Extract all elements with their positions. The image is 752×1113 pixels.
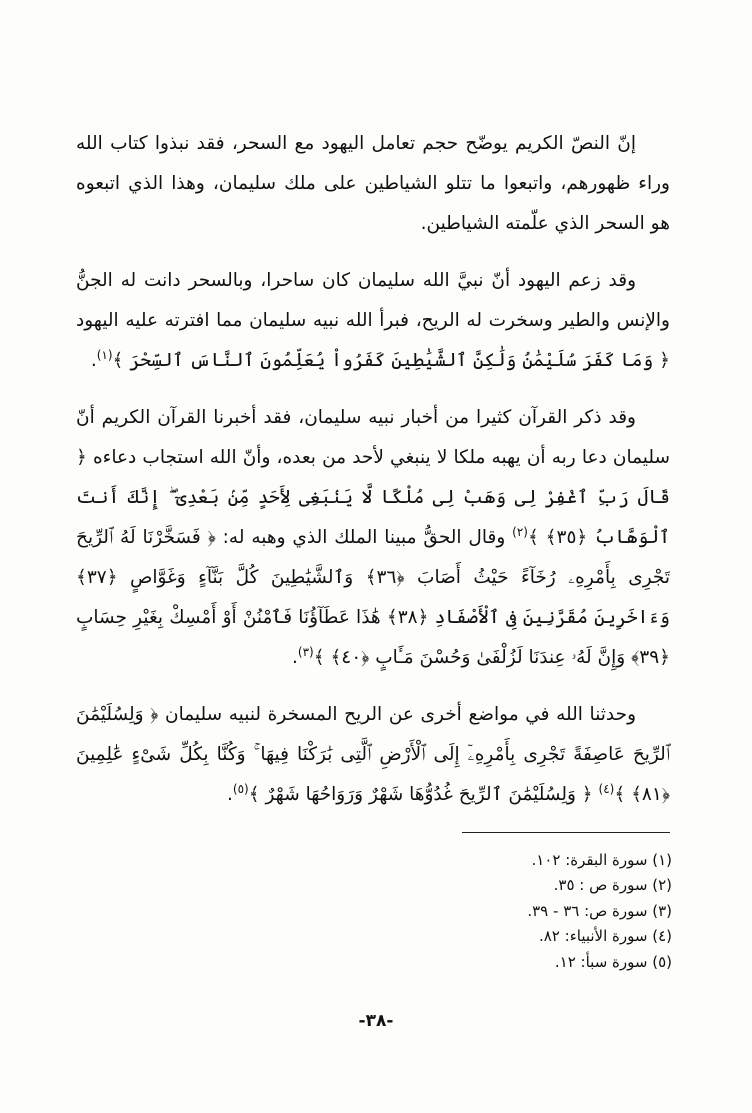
main-text — [76, 124, 670, 815]
quran-verse: ﴿ قَالَ رَبِّ ٱغْفِرْ لِى وَهَبْ لِى مُلْكًا لَّا يَنۢبَغِى لِأَحَدٍ مِّنۢ بَعْدِىٓ ۖ إِنَّكَ أَنتَ ٱلْوَهَّابُ ﴿٣٥﴾ ﴾ — [76, 447, 670, 548]
footnote-reference-2: (٣) — [297, 644, 314, 659]
sentence-end: . — [227, 784, 233, 805]
quran-verse: ﴿ وَلِسُلَيْمَٰنَ ٱلرِّيحَ عَاصِفَةً تَجْرِى بِأَمْرِهِۦٓ إِلَى ٱلْأَرْضِ ٱلَّتِى بَٰرَكْنَا فِيهَا ۚ وَكُنَّا بِكُلِّ شَىْءٍ عَٰلِمِينَ ﴿٨١﴾ ﴾ — [76, 704, 670, 805]
quran-verse-2: ﴿ فَسَخَّرْنَا لَهُ ٱلرِّيحَ تَجْرِى بِأَمْرِهِۦ رُخَآءً حَيْثُ أَصَابَ ﴿٣٦﴾ وَٱلشَّيَٰطِينَ كُلَّ بَنَّآءٍ وَغَوَّاصٍ ﴿٣٧﴾ وَءَاخَرِينَ مُقَرَّنِينَ فِى ٱلْأَصْفَادِ ﴿٣٨﴾ هَٰذَا عَطَآؤُنَا فَٱمْنُنْ أَوْ أَمْسِكْ بِغَيْرِ حِسَابٍ ﴿٣٩﴾ وَإِنَّ لَهُۥ عِندَنَا لَزُلْفَىٰ وَحُسْنَ مَـَٔابٍ ﴿٤٠﴾ ﴾ — [76, 527, 670, 668]
footnote-separator — [462, 832, 670, 833]
footnote-reference: (٢) — [512, 524, 528, 539]
footnote-item: (١) سورة البقرة: ١٠٢. — [531, 851, 672, 869]
paragraph-1 — [76, 124, 670, 244]
footnote-item: (٢) سورة ص : ٣٥. — [553, 876, 672, 895]
sentence-end: . — [292, 647, 298, 668]
paragraph-text: وحدثنا الله في مواضع أخرى عن الريح المسخرة لنبيه سليمان — [165, 704, 637, 725]
paragraph-text: وقد زعم اليهود أنّ نبيَّ الله سليمان كان ساحرا، وبالسحر دانت له الجنُّ والإنس والطير وسخرت له الريح، فبرأ الله نبيه سليمان مما افترته عليه اليهود — [76, 270, 670, 331]
footnote-item: (٣) سورة ص: ٣٦ - ٣٩. — [527, 901, 672, 920]
footnote-reference-2: (٥) — [232, 781, 249, 796]
paragraph-3 — [76, 398, 670, 678]
quran-verse: ﴿ وَمَا كَفَرَ سُلَيْمَٰنُ وَلَٰكِنَّ ٱلشَّيَٰطِينَ كَفَرُواْ يُعَلِّمُونَ ٱلنَّاسَ ٱلسِّحْرَ ﴾ — [112, 350, 670, 371]
page-number: -٣٨- — [358, 1011, 394, 1031]
paragraph-text: وقد ذكر القرآن كثيرا من أخبار نبيه سليمان، فقد أخبرنا القرآن الكريم أنّ سليمان دعا ربه أن يهبه ملكا لا ينبغي لأحد من بعده، وأنّ الله استجاب دعاءه — [76, 407, 670, 468]
footnote-reference: (٤) — [598, 781, 615, 796]
footnote-item: (٥) سورة سبأ: ١٢. — [554, 952, 672, 971]
footnote-reference: (١) — [96, 347, 113, 362]
sentence-end: . — [90, 350, 97, 371]
footnote-item: (٤) سورة الأنبياء: ٨٢. — [538, 927, 672, 946]
paragraph-text-continued: وقال الحقُّ مبينا الملك الذي وهبه له: — [222, 527, 506, 548]
paragraph-text: إنّ النصّ الكريم يوضّح حجم تعامل اليهود مع السحر، فقد نبذوا كتاب الله وراء ظهورهم، واتبعوا ما تتلو الشياطين على ملك سليمان، وهذا الذي اتبعوه هو السحر الذي علّمته الشياطين. — [76, 133, 670, 234]
paragraph-4 — [76, 695, 670, 815]
quran-verse-2: ﴿ وَلِسُلَيْمَٰنَ ٱلرِّيحَ غُدُوُّهَا شَهْرٌ وَرَوَاحُهَا شَهْرٌ ﴾ — [248, 784, 593, 805]
paragraph-2 — [76, 261, 670, 381]
footnotes-list — [200, 848, 672, 975]
